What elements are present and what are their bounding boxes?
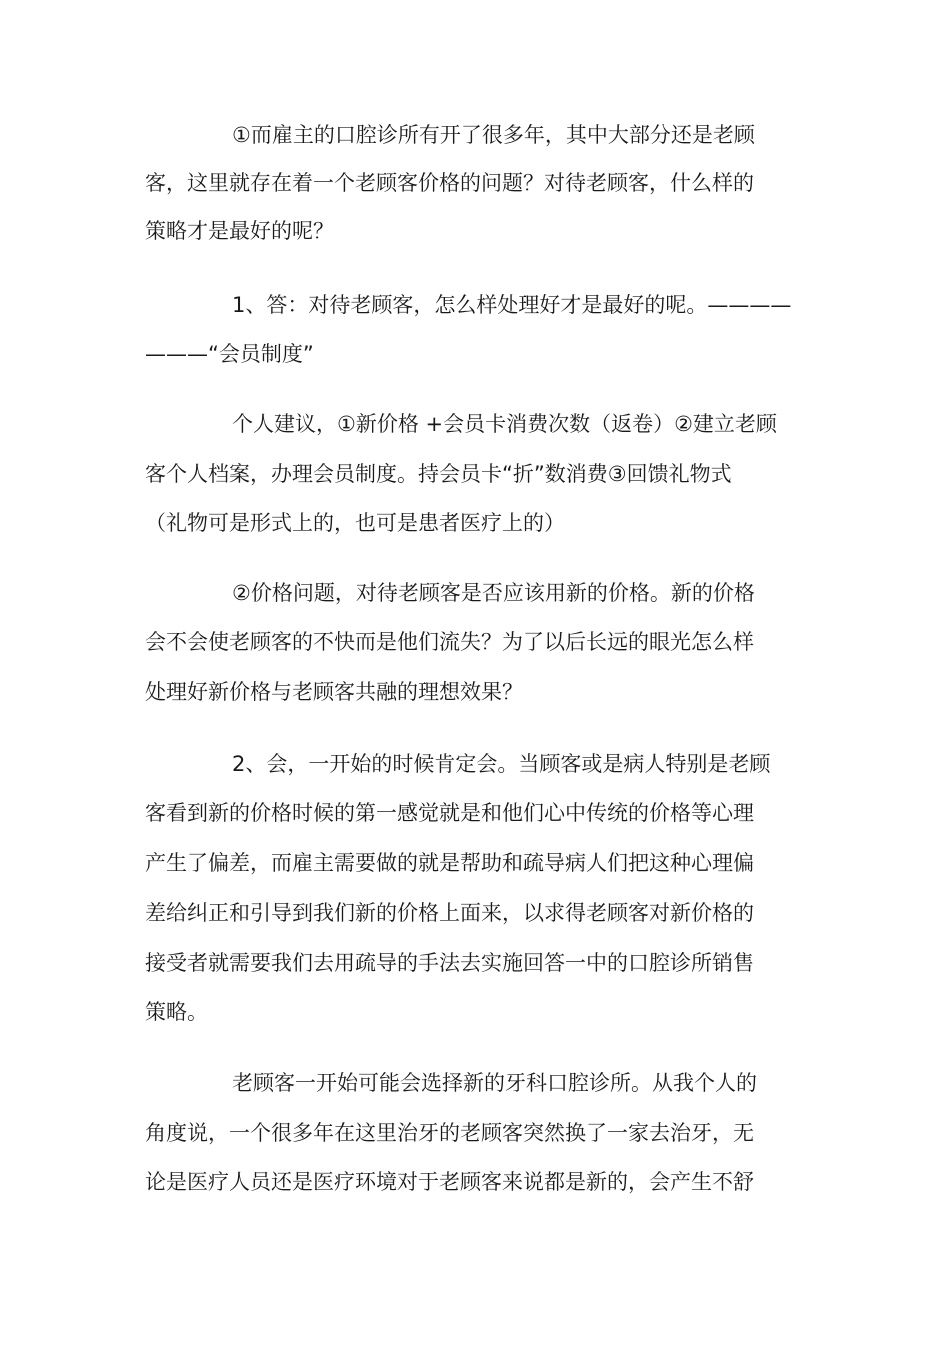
paragraph-line: 客，这里就存在着一个老顾客价格的问题？对待老顾客，什么样的 [145,171,754,195]
paragraph-line: 客看到新的价格时候的第一感觉就是和他们心中传统的价格等心理 [145,801,754,825]
paragraph-line: ①而雇主的口腔诊所有开了很多年，其中大部分还是老顾 [232,123,755,147]
paragraph-line: 处理好新价格与老顾客共融的理想效果？ [145,680,523,704]
paragraph-line: 接受者就需要我们去用疏导的手法去实施回答一中的口腔诊所销售 [145,951,754,975]
paragraph-line: 客个人档案，办理会员制度。持会员卡“折”数消费③回馈礼物式 [145,462,732,486]
paragraph-line: 策略才是最好的呢？ [145,219,334,243]
paragraph-line: 1、答：对待老顾客，怎么样处理好才是最好的呢。———— [232,293,792,317]
paragraph-line: 2、会，一开始的时候肯定会。当顾客或是病人特别是老顾 [232,752,771,776]
paragraph-line: 差给纠正和引导到我们新的价格上面来，以求得老顾客对新价格的 [145,901,754,925]
paragraph-line: 论是医疗人员还是医疗环境对于老顾客来说都是新的，会产生不舒 [145,1170,754,1194]
paragraph-line: 角度说，一个很多年在这里治牙的老顾客突然换了一家去治牙，无 [145,1121,754,1145]
paragraph-line: （礼物可是形式上的，也可是患者医疗上的） [145,511,565,535]
paragraph-line: ———“会员制度” [145,342,314,366]
paragraph-line: 个人建议，①新价格 +会员卡消费次数（返卷）②建立老顾 [232,412,777,436]
paragraph-line: 策略。 [145,1000,208,1024]
paragraph-line: 产生了偏差，而雇主需要做的就是帮助和疏导病人们把这种心理偏 [145,851,754,875]
paragraph-line: ②价格问题，对待老顾客是否应该用新的价格。新的价格 [232,581,755,605]
paragraph-line: 老顾客一开始可能会选择新的牙科口腔诊所。从我个人的 [232,1071,757,1095]
paragraph-line: 会不会使老顾客的不快而是他们流失？为了以后长远的眼光怎么样 [145,630,754,654]
